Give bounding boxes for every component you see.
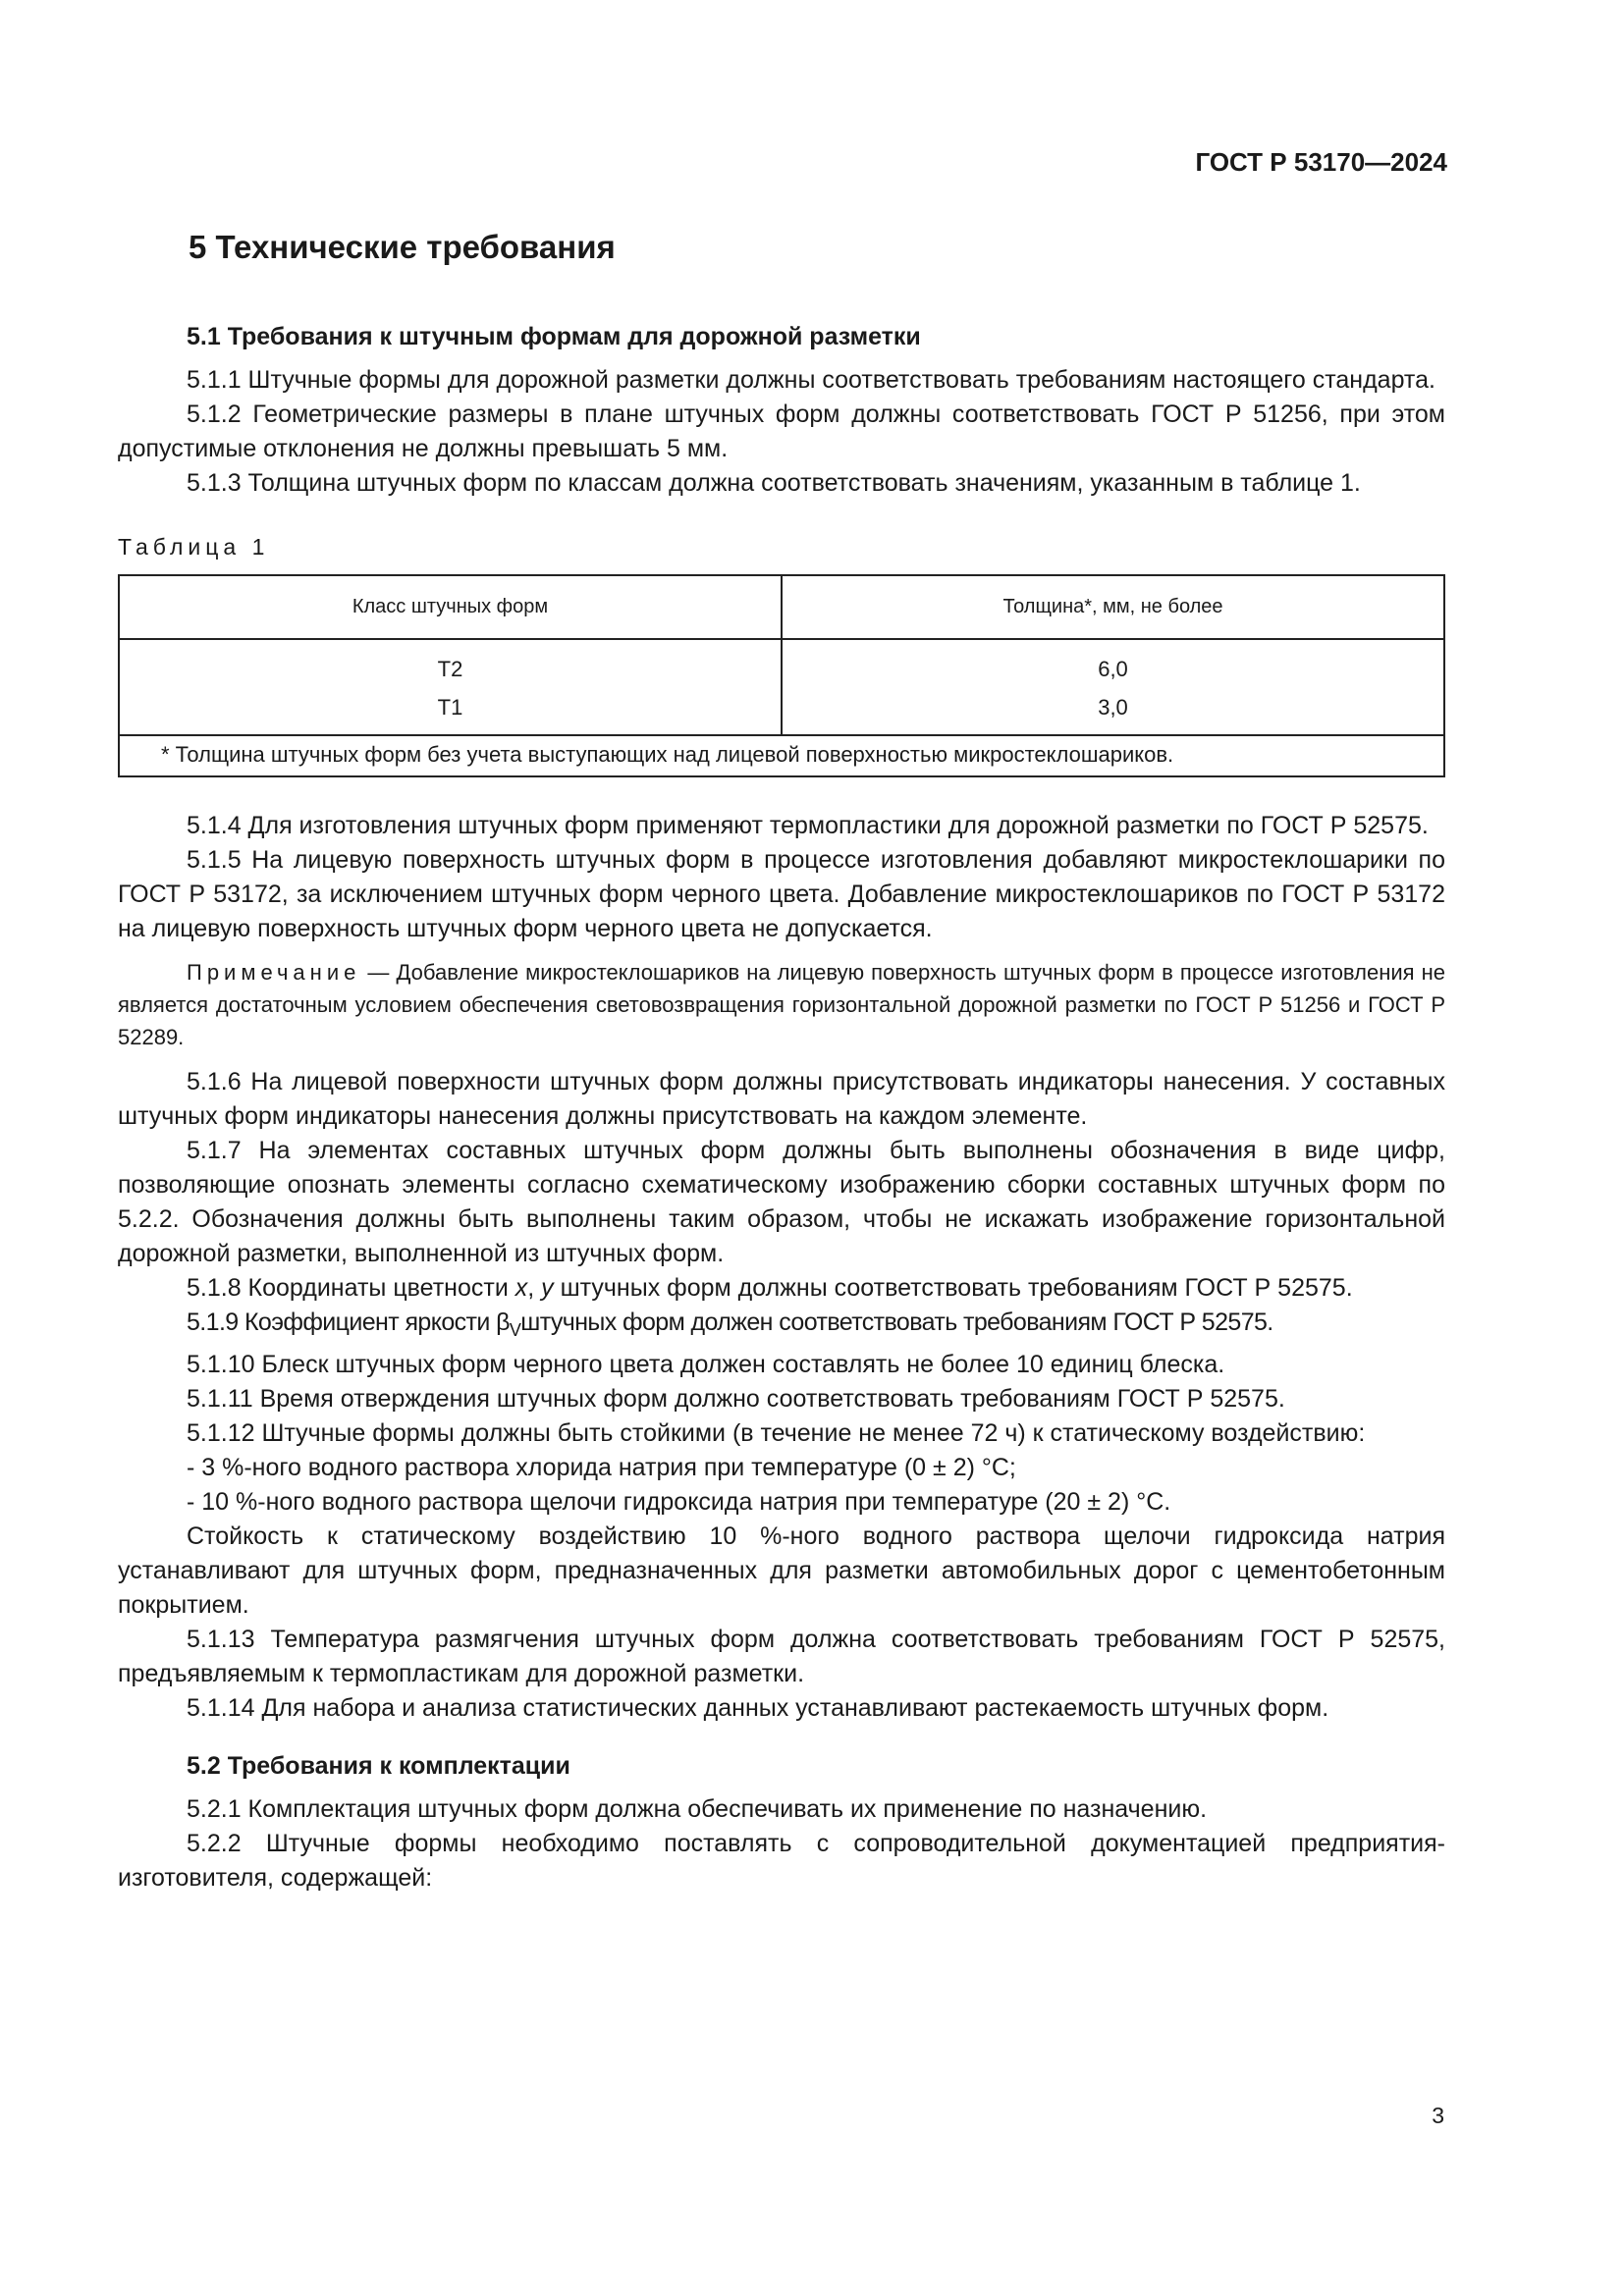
para-5-1-7: 5.1.7 На элементах составных штучных форм должны быть выполнены обозначения в виде цифр, позволяющие опознать элементы согласно схематическому изображению сборки составных штучных форм по 5.2.2. Обозначения должны быть выполнены таким образом, чтобы не искажать изображение горизонтальной дорожной разметки, выполненной из штучных форм. <box>118 1137 1445 1267</box>
table-footnote: * Толщина штучных форм без учета выступающих над лицевой поверхностью микростеклошариков. <box>119 735 1444 776</box>
table-row <box>119 688 1444 735</box>
para-5-1-9-a: 5.1.9 Коэффициент яркости <box>187 1308 497 1336</box>
list-item-nacl: - 3 %-ного водного раствора хлорида натрия при температуре (0 ± 2) °С; <box>187 1454 1016 1481</box>
beta-symbol: β <box>496 1308 510 1336</box>
para-5-1-8-sep: , <box>527 1274 542 1302</box>
var-x: x <box>514 1274 528 1302</box>
para-5-1-9-b: штучных форм должен соответствовать требованиям ГОСТ Р 52575. <box>520 1308 1273 1336</box>
para-5-1-5: 5.1.5 На лицевую поверхность штучных форм в процессе изготовления добавляют микростеклошарики по ГОСТ Р 53172, за исключением штучных форм черного цвета. Добавление микростеклошариков по ГОСТ Р 53172 на лицевую поверхность штучных форм черного цвета не допускается. <box>118 846 1445 942</box>
list-item-naoh: - 10 %-ного водного раствора щелочи гидроксида натрия при температуре (20 ± 2) °С. <box>187 1488 1171 1516</box>
para-5-1-2: 5.1.2 Геометрические размеры в плане штучных форм должны соответствовать ГОСТ Р 51256, при этом допустимые отклонения не должны превышать 5 мм. <box>118 400 1445 462</box>
para-5-1-8 <box>118 1271 1445 1306</box>
para-5-1-10: 5.1.10 Блеск штучных форм черного цвета должен составлять не более 10 единиц блеска. <box>187 1351 1225 1378</box>
para-5-1-3: 5.1.3 Толщина штучных форм по классам должна соответствовать значениям, указанным в таблице 1. <box>187 469 1361 497</box>
note <box>118 956 1445 1053</box>
table-row <box>119 639 1444 688</box>
para-5-2-2: 5.2.2 Штучные формы необходимо поставлять с сопроводительной документацией предприятия-изготовителя, содержащей: <box>118 1830 1445 1892</box>
para-5-1-4: 5.1.4 Для изготовления штучных форм применяют термопластики для дорожной разметки по ГОСТ Р 52575. <box>187 812 1429 839</box>
para-5-1-9 <box>118 1306 1445 1348</box>
para-5-1-1: 5.1.1 Штучные формы для дорожной разметки должны соответствовать требованиям настоящего стандарта. <box>187 366 1435 394</box>
var-y: y <box>541 1274 554 1302</box>
page-number: 3 <box>1432 2103 1444 2128</box>
table-header-row <box>119 575 1444 639</box>
section-title: 5 Технические требования <box>189 229 616 265</box>
subsection-5-1-title: 5.1 Требования к штучным формам для дорожной разметки <box>187 323 921 350</box>
doc-code-header: ГОСТ Р 53170—2024 <box>1195 147 1447 177</box>
para-5-1-12: 5.1.12 Штучные формы должны быть стойкими (в течение не менее 72 ч) к статическому воздействию: <box>187 1419 1366 1447</box>
para-5-2-1: 5.2.1 Комплектация штучных форм должна обеспечивать их применение по назначению. <box>187 1795 1208 1823</box>
subsection-5-2-title: 5.2 Требования к комплектации <box>187 1752 570 1780</box>
page-content <box>118 224 1445 1896</box>
table-cell-thickness: 3,0 <box>782 688 1444 735</box>
para-5-1-13: 5.1.13 Температура размягчения штучных форм должна соответствовать требованиям ГОСТ Р 52575, предъявляемым к термопластикам для дорожной разметки. <box>118 1626 1445 1687</box>
table-header-thickness: Толщина*, мм, не более <box>782 575 1444 639</box>
para-5-1-8-a: 5.1.8 Координаты цветности <box>187 1274 515 1302</box>
para-5-1-14: 5.1.14 Для набора и анализа статистических данных устанавливают растекаемость штучных форм. <box>187 1694 1329 1722</box>
table-header-class: Класс штучных форм <box>119 575 782 639</box>
table-cell-thickness: 6,0 <box>782 639 1444 688</box>
para-resistance: Стойкость к статическому воздействию 10 %-ного водного раствора щелочи гидроксида натрия устанавливают для штучных форм, предназначенных для разметки автомобильных дорог с цементобетонным покрытием. <box>118 1522 1445 1619</box>
table-1-caption: Таблица 1 <box>118 534 270 560</box>
table-cell-class: Т1 <box>119 688 782 735</box>
beta-subscript: V <box>509 1320 521 1340</box>
para-5-1-8-b: штучных форм должны соответствовать требованиям ГОСТ Р 52575. <box>553 1274 1353 1302</box>
table-1 <box>118 574 1445 777</box>
note-label: Примечание <box>187 960 361 985</box>
para-5-1-11: 5.1.11 Время отверждения штучных форм должно соответствовать требованиям ГОСТ Р 52575. <box>187 1385 1285 1413</box>
para-5-1-6: 5.1.6 На лицевой поверхности штучных форм должны присутствовать индикаторы нанесения. У составных штучных форм индикаторы нанесения должны присутствовать на каждом элементе. <box>118 1068 1445 1130</box>
table-footnote-row <box>119 735 1444 776</box>
table-cell-class: Т2 <box>119 639 782 688</box>
note-text: — Добавление микростеклошариков на лицевую поверхность штучных форм в процессе изготовления не является достаточным условием обеспечения световозвращения горизонтальной дорожной разметки по ГОСТ Р 51256 и ГОСТ Р 52289. <box>118 960 1445 1049</box>
